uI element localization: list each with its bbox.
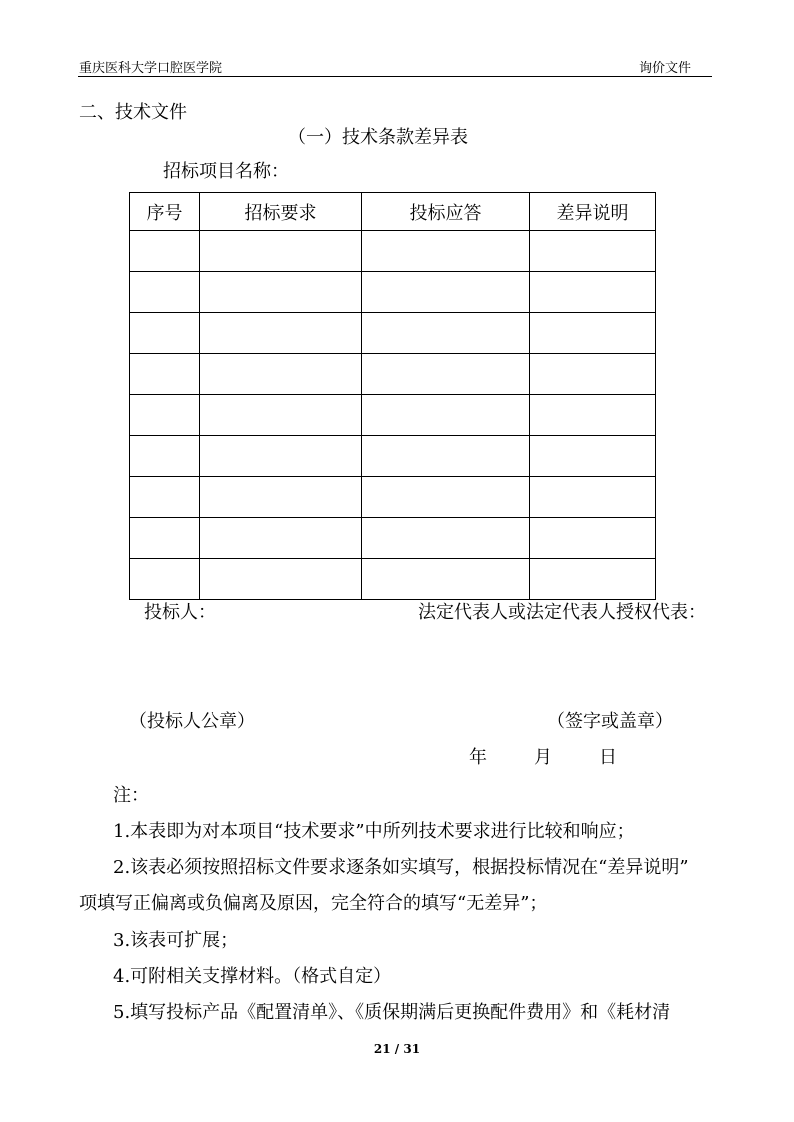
table-title: （一）技术条款差异表 — [288, 127, 468, 148]
table-cell — [530, 231, 656, 272]
table-cell — [530, 559, 656, 600]
note-item: 3.该表可扩展； — [113, 930, 239, 951]
table-cell — [530, 477, 656, 518]
table-cell — [362, 231, 530, 272]
notes-title: 注： — [113, 785, 149, 806]
table-cell — [130, 231, 200, 272]
table-row — [130, 231, 656, 272]
representative-label: 法定代表人或法定代表人授权代表： — [418, 602, 706, 623]
table-cell — [362, 477, 530, 518]
table-cell — [362, 313, 530, 354]
section-title: 二、技术文件 — [79, 102, 187, 123]
table-row — [130, 518, 656, 559]
table-cell — [530, 313, 656, 354]
bidder-label: 投标人： — [144, 602, 216, 623]
table-row — [130, 559, 656, 600]
header-right-text: 询价文件 — [638, 61, 691, 76]
table-cell — [200, 395, 362, 436]
table-cell — [530, 395, 656, 436]
note-item-continued: 项填写正偏离或负偏离及原因，完全符合的填写“无差异”； — [79, 893, 548, 914]
column-header: 差异说明 — [530, 193, 656, 231]
table-row — [130, 395, 656, 436]
table-cell — [530, 436, 656, 477]
table-cell — [362, 518, 530, 559]
table-row — [130, 313, 656, 354]
column-header: 序号 — [130, 193, 200, 231]
date-month-label: 月 — [534, 747, 552, 768]
table-cell — [200, 231, 362, 272]
column-header: 招标要求 — [200, 193, 362, 231]
project-name-label: 招标项目名称： — [163, 161, 289, 182]
table-cell — [530, 518, 656, 559]
header-left-text: 重庆医科大学口腔医学院 — [79, 61, 223, 76]
table-cell — [130, 395, 200, 436]
note-item: 5.填写投标产品《配置清单》、《质保期满后更换配件费用》和《耗材清 — [113, 1002, 671, 1023]
table-cell — [200, 477, 362, 518]
table-cell — [200, 559, 362, 600]
page-number: 21 / 31 — [373, 1042, 421, 1056]
date-year-label: 年 — [469, 747, 487, 768]
table-cell — [362, 395, 530, 436]
note-item: 2.该表必须按照招标文件要求逐条如实填写，根据投标情况在“差异说明” — [113, 857, 689, 878]
table-cell — [530, 272, 656, 313]
table-cell — [130, 354, 200, 395]
table-body — [130, 231, 656, 600]
table-cell — [130, 559, 200, 600]
difference-table — [129, 192, 656, 600]
sign-or-seal-label: （签字或盖章） — [547, 711, 673, 732]
table-cell — [130, 436, 200, 477]
bidder-seal-label: （投标人公章） — [129, 711, 255, 732]
table-cell — [200, 518, 362, 559]
note-item: 4.可附相关支撑材料。（格式自定） — [113, 966, 392, 987]
table-cell — [200, 436, 362, 477]
table-cell — [130, 518, 200, 559]
table-cell — [362, 559, 530, 600]
note-item: 1.本表即为对本项目“技术要求”中所列技术要求进行比较和响应； — [113, 821, 635, 842]
table-cell — [200, 272, 362, 313]
date-day-label: 日 — [599, 747, 617, 768]
column-header: 投标应答 — [362, 193, 530, 231]
table-row — [130, 272, 656, 313]
table-row — [130, 354, 656, 395]
table-row — [130, 477, 656, 518]
table-cell — [200, 354, 362, 395]
table-cell — [530, 354, 656, 395]
table-cell — [130, 272, 200, 313]
table-cell — [362, 436, 530, 477]
table-cell — [200, 313, 362, 354]
table-cell — [130, 477, 200, 518]
table-header-row — [130, 193, 656, 231]
table-cell — [362, 272, 530, 313]
table-cell — [130, 313, 200, 354]
table-cell — [362, 354, 530, 395]
header-rule — [78, 76, 712, 77]
table-row — [130, 436, 656, 477]
